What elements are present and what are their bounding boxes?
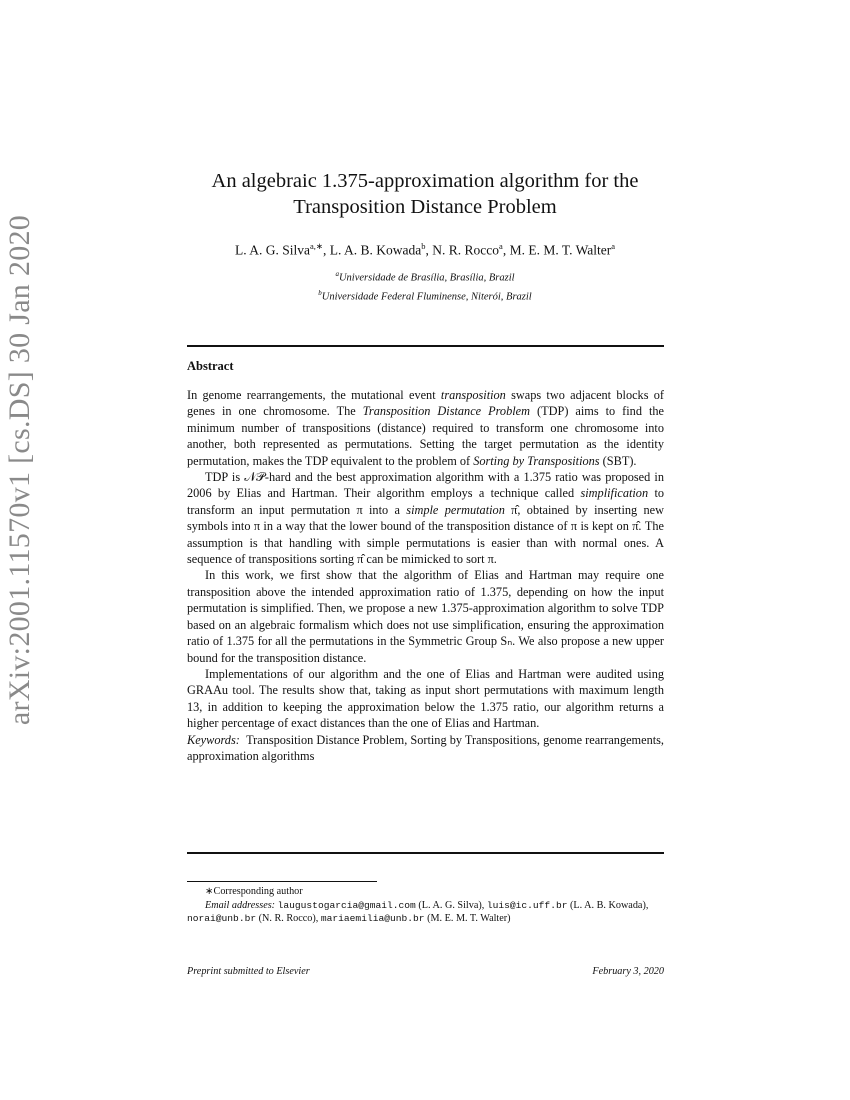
email-link[interactable]: laugustogarcia@gmail.com — [277, 899, 416, 911]
affiliation-mark: a — [335, 270, 339, 278]
email-owner: (M. E. M. T. Walter) — [424, 913, 511, 924]
author-name: L. A. B. Kowada — [329, 242, 422, 258]
keywords-label: Keywords: — [187, 732, 240, 747]
affiliations — [186, 267, 664, 304]
text-run: transposition — [440, 388, 506, 402]
text-run: to transform an input permutation π into a — [187, 486, 665, 517]
affiliation-mark: b — [318, 288, 322, 297]
affiliation-text: Universidade Federal Fluminense, Niterói, Brazil — [321, 291, 532, 302]
abstract-paragraph-3: In this work, we first show that the algorithm of Elias and Hartman may require one transposition above the intended approximation ratio of 1.375, depending on how the input permutation is simplified. Then, we propose a new 1.375-approximation algorithm to solve TDP based on an algebraic formalism which does not use simplification, ensuring the approximation ratio of 1.375 for all the permutations in the Symmetric Group Sₙ. We also propose a new upper bound for the transposition distance. — [187, 568, 664, 665]
author-marks: a,∗ — [310, 241, 324, 251]
text-run: simple permutation — [406, 502, 505, 517]
text-run: TDP is — [205, 470, 245, 485]
abstract-paragraph-4: Implementations of our algorithm and the one of Elias and Hartman were audited using GRAAu tool. The results show that, taking as input short permutations with maximum length 13, in addition to keeping the approximation below the 1.375 ratio, our algorithm returns a higher percentage of exact distances than the one of Elias and Hartman. — [187, 666, 664, 731]
keywords — [187, 732, 664, 765]
author-separator: , — [323, 242, 330, 258]
email-addresses — [187, 899, 664, 926]
text-run: swaps two adjacent blocks of genes in one chromosome. The — [187, 388, 664, 419]
email-link[interactable]: luis@ic.uff.br — [486, 899, 568, 911]
keywords-text: Transposition Distance Problem, Sorting by Transpositions, genome rearrangements, approximation algorithms — [187, 732, 665, 763]
paper-title — [186, 168, 664, 220]
author-separator: , — [425, 242, 433, 258]
title-line-1: An algebraic 1.375-approximation algorithm for the — [211, 170, 639, 192]
email-owner: (N. R. Rocco), — [256, 913, 321, 924]
abstract-paragraph-2 — [187, 469, 664, 567]
author-marks: a — [499, 241, 503, 251]
author-name: M. E. M. T. Walter — [509, 242, 612, 258]
title-line-2: Transposition Distance Problem — [293, 196, 557, 218]
author-marks: b — [421, 241, 426, 251]
text-run: 𝒩𝒫 — [244, 470, 265, 485]
arxiv-identifier: arXiv:2001.11570v1 [cs.DS] 30 Jan 2020 — [3, 214, 36, 726]
footnote-rule — [187, 881, 377, 882]
corresponding-author-note: ∗Corresponding author — [205, 886, 303, 897]
text-run: Transposition Distance Problem — [362, 404, 530, 419]
email-link[interactable]: mariaemilia@unb.br — [320, 913, 425, 924]
email-label: Email addresses: — [205, 899, 276, 911]
author-name: L. A. G. Silva — [234, 242, 310, 258]
footnote — [187, 885, 664, 926]
abstract-heading: Abstract — [187, 359, 234, 373]
text-run: In genome rearrangements, the mutational event — [187, 388, 441, 402]
text-run: (TDP) aims to find the minimum number of transpositions (distance) required to transform one chromosome into another, both represented as permutations. Setting the target permutation as the identity permutation, makes the TDP equivalent to the problem of — [187, 404, 664, 468]
author-marks: a — [611, 241, 615, 251]
affiliation — [186, 286, 664, 305]
abstract-top-rule — [187, 345, 664, 347]
text-run: simplification — [580, 486, 649, 501]
abstract-body — [187, 387, 664, 764]
preprint-date: February 3, 2020 — [592, 966, 664, 977]
text-run: Sorting by Transpositions — [473, 453, 600, 468]
email-owner: (L. A. G. Silva), — [415, 899, 487, 911]
author-name: N. R. Rocco — [432, 242, 500, 258]
preprint-note: Preprint submitted to Elsevier — [187, 966, 310, 977]
text-run: π̂, obtained by inserting new symbols into π in a way that the lower bound of the transposition distance of π is kept on π̂. The assumption is that handling with simple permutations is easier than with normal ones. A sequence of transpositions sorting π̂ can be mimicked to sort π. — [187, 502, 664, 567]
affiliation-text: Universidade de Brasília, Brasília, Brazil — [338, 272, 515, 284]
text-run: (SBT). — [599, 453, 637, 468]
author-list — [186, 241, 664, 259]
text-run: -hard and the best approximation algorithm with a 1.375 ratio was proposed in 2006 by Elias and Hartman. Their algorithm employs a technique called — [187, 470, 664, 501]
email-owner: (L. A. B. Kowada), — [567, 899, 649, 911]
affiliation — [186, 267, 664, 286]
author-separator: , — [502, 242, 510, 258]
abstract-bottom-rule — [187, 852, 664, 854]
email-link[interactable]: norai@unb.br — [187, 913, 257, 924]
abstract-paragraph-1 — [187, 387, 664, 469]
